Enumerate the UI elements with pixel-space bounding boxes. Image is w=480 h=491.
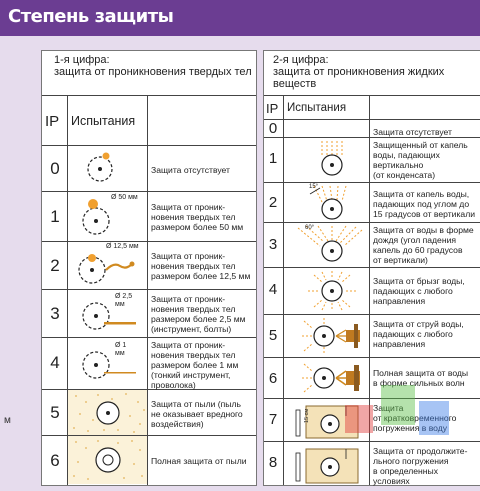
dust-tight-icon [68, 436, 147, 484]
row-description: (от конденсата) [373, 170, 436, 180]
ip-number: 8 [268, 454, 278, 471]
liquid-col-ip-header: IP [266, 101, 279, 116]
depth-label: 15 см [304, 408, 310, 423]
ip-number: 3 [50, 304, 60, 323]
row-description: от вертикали) [373, 255, 428, 265]
row-description: от кратковременного [373, 413, 457, 423]
row-description: Защита от проник- [151, 294, 226, 304]
liquid-protection-table [263, 50, 480, 486]
ip-number: 6 [50, 451, 60, 470]
ip-number: 1 [268, 150, 278, 167]
probe-finger-icon [72, 244, 146, 288]
row-description: (тонкий инструмент, [151, 370, 231, 380]
row-description: размером более 12,5 мм [151, 271, 251, 281]
row-description: воды, падающих [373, 150, 440, 160]
liquid-caption-subtitle-2: веществ [273, 78, 317, 90]
row-description: новения твердых тел [151, 350, 236, 360]
ip-number: 5 [268, 327, 278, 344]
row-description: новения твердых тел [151, 261, 236, 271]
vertical-drops-icon [300, 139, 362, 181]
row-description: в определенных [373, 466, 439, 476]
solid-caption-subtitle: защита от проникновения твердых тел [54, 66, 252, 78]
row-description: Защита от струй воды, [373, 319, 464, 329]
row-description: Защита от пыли (пыль [151, 399, 241, 409]
ip-number: 1 [50, 207, 60, 226]
row-description: направления [373, 296, 426, 306]
ip-number: 0 [268, 120, 278, 137]
probe-size-label: Ø 2,5 мм [115, 293, 133, 308]
probe-none-icon [80, 148, 128, 188]
row-description: дождя (угол падения [373, 235, 457, 245]
immersion-long-icon [294, 443, 366, 484]
row-description: размером более 2,5 мм [151, 314, 246, 324]
angle-label: 60° [305, 225, 315, 231]
angle-label: 15° [309, 184, 319, 190]
solid-col-test-header: Испытания [71, 114, 136, 128]
row-description: льного погружения [373, 456, 449, 466]
ip-number: 0 [50, 159, 60, 178]
ip-number: 2 [268, 194, 278, 211]
row-description: новения твердых тел [151, 304, 236, 314]
probe-size-label: Ø 1 мм [115, 342, 127, 357]
ip-number: 7 [268, 411, 278, 428]
row-description: падающих с любого [373, 286, 453, 296]
row-description: размером более 1 мм [151, 360, 239, 370]
ip-number: 3 [268, 236, 278, 253]
splash-icon [294, 269, 366, 313]
row-description: Защита от проник- [151, 340, 226, 350]
row-description: условиях [373, 476, 410, 486]
ip-number: 4 [268, 281, 278, 298]
row-description: Защита отсутствует [373, 127, 452, 137]
row-description: 15 градусов от вертикали [373, 209, 476, 219]
heavy-waves-icon [292, 359, 368, 397]
row-description: Защита от воды в форме [373, 225, 474, 235]
page-title: Степень защиты [8, 6, 174, 27]
ip-number: 4 [50, 353, 60, 372]
row-description: Защита [373, 403, 404, 413]
row-description: Защита от продолжите- [373, 446, 468, 456]
probe-wire-icon [76, 340, 146, 388]
row-description: Защита от капель воды, [373, 189, 470, 199]
row-description: падающих под углом до [373, 199, 470, 209]
liquid-col-test-header: Испытания [287, 102, 347, 114]
row-description: Полная защита от пыли [151, 456, 247, 466]
ip-number: 5 [50, 403, 60, 422]
row-description: капель до 60 градусов [373, 245, 463, 255]
row-description: воздействия) [151, 419, 204, 429]
row-description: вертикально [373, 160, 424, 170]
solid-protection-table [41, 50, 257, 486]
row-description: падающих с любого [373, 329, 453, 339]
liquid-caption-title: 2-я цифра: [273, 54, 329, 66]
probe-size-label: Ø 50 мм [111, 194, 138, 201]
ip-number: 6 [268, 370, 278, 387]
row-description: Защита от проник- [151, 202, 226, 212]
row-description: новения твердых тел [151, 212, 236, 222]
row-description: (инструмент, болты) [151, 324, 232, 334]
row-description: размером более 50 мм [151, 222, 244, 232]
liquid-caption-subtitle: защита от проникновения жидких [273, 66, 445, 78]
water-jet-icon [292, 316, 368, 356]
left-note: м [4, 415, 11, 426]
row-description: Защита от брызг воды, [373, 276, 465, 286]
row-description: Защищенный от капель [373, 140, 468, 150]
ip-number: 2 [50, 256, 60, 275]
solid-caption-title: 1-я цифра: [54, 54, 110, 66]
row-description: погружения в воду [373, 423, 448, 433]
row-description: в форме сильных волн [373, 378, 465, 388]
page-header [0, 0, 480, 36]
row-description: Защита отсутствует [151, 165, 230, 175]
dust-icon [68, 390, 147, 435]
probe-size-label: Ø 12,5 мм [106, 243, 139, 250]
row-description: проволока) [151, 380, 196, 390]
row-description: Полная защита от воды [373, 368, 469, 378]
solid-col-ip-header: IP [45, 113, 60, 130]
row-description: Защита от проник- [151, 251, 226, 261]
row-description: направления [373, 339, 426, 349]
row-description: не оказывает вредного [151, 409, 243, 419]
